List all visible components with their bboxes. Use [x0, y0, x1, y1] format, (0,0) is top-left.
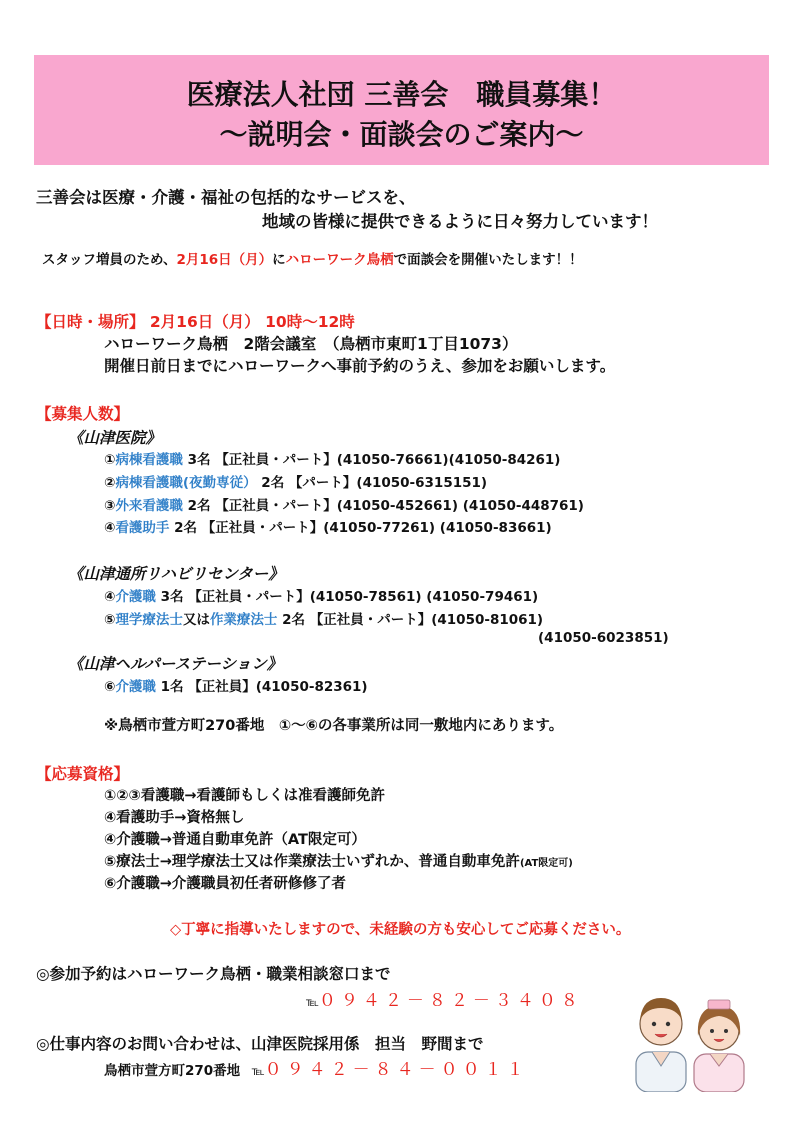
facility-name-rehab-center: 《山津通所リハビリセンター》: [68, 565, 284, 583]
recruit-item: [104, 585, 538, 605]
title-line1: 医療法人社団 三善会 職員募集！: [186, 78, 617, 111]
job-title: 看護助手: [115, 520, 170, 536]
recruit-item: [104, 675, 368, 695]
job-title: 病棟看護職(夜勤専従）: [115, 475, 257, 491]
intro-text: スタッフ増員のため、: [42, 252, 177, 268]
tel-icon: ℡: [306, 995, 319, 1009]
qualify-heading: 【応募資格】: [36, 765, 130, 783]
job-title: 病棟看護職: [115, 452, 183, 468]
facility-name-helper-station: 《山津ヘルパーステーション》: [68, 655, 283, 673]
item-number: ④: [104, 520, 116, 536]
intro-text: で面談会を開催いたします！！: [393, 252, 583, 268]
job-detail: 3名 【正社員・パート】(41050-76661)(41050-84261): [182, 452, 561, 468]
qualify-text: ⑤療法士→理学療法士又は作業療法士いずれか、普通自動車免許: [104, 854, 520, 870]
item-number: ③: [104, 498, 116, 514]
job-detail: 3名 【正社員・パート】(41050-78561) (41050-79461): [155, 589, 539, 605]
male-nurse-icon: [636, 998, 686, 1092]
recruit-item: [104, 448, 560, 468]
job-detail: 1名 【正社員】(41050-82361): [155, 679, 368, 695]
intro-line2: 地域の皆様に提供できるように日々努力しています！: [262, 212, 658, 231]
tel-icon: ℡: [251, 1064, 265, 1078]
job-detail: 2名 【正社員・パート】(41050-81061): [277, 612, 544, 628]
nurses-illustration: [630, 986, 750, 1092]
job-title: 介護職: [115, 679, 156, 695]
address-note: ※鳥栖市萱方町270番地 ①～⑥の各事業所は同一敷地内にあります。: [104, 718, 564, 734]
recruit-item: [104, 608, 543, 628]
job-title: 外来看護職: [115, 498, 183, 514]
recruit-item: [104, 471, 487, 491]
event-venue: ハローワーク鳥栖: [285, 252, 394, 268]
item-number: ④: [104, 589, 116, 605]
job-connector: 又は: [182, 612, 210, 628]
title-line2: ～説明会・面談会のご案内～: [219, 118, 584, 151]
datetime-place: ハローワーク鳥栖 2階会議室 （鳥栖市東町1丁目1073）: [104, 335, 518, 353]
event-date: 2月16日（月）: [176, 252, 273, 268]
welcome-message: ◇丁寧に指導いたしますので、未経験の方も安心してご応募ください。: [170, 922, 631, 938]
datetime-heading: 【日時・場所】 2月16日（月） 10時～12時: [36, 313, 355, 331]
qualify-item: [104, 850, 573, 871]
job-detail: 2名 【正社員・パート】(41050-452661) (41050-448761): [182, 498, 584, 514]
facility-name-yamatsu-clinic: 《山津医院》: [68, 429, 162, 447]
job-title: 作業療法士: [209, 612, 278, 628]
reserve-phone-number: ０９４２－８２－３４０８: [318, 991, 583, 1011]
clinic-address: 鳥栖市萱方町270番地: [104, 1063, 241, 1079]
title-banner: [34, 55, 769, 165]
intro-line3: [42, 248, 583, 268]
inquiry-contact: ◎仕事内容のお問い合わせは、山津医院採用係 担当 野間まで: [36, 1035, 484, 1053]
recruit-heading: 【募集人数】: [36, 405, 130, 423]
qualify-item: ①②③看護職→看護師もしくは准看護師免許: [104, 788, 385, 804]
datetime-note: 開催日前日までにハローワークへ事前予約のうえ、参加をお願いします。: [104, 357, 616, 375]
reserve-contact: ◎参加予約はハローワーク鳥栖・職業相談窓口まで: [36, 965, 391, 983]
job-detail: 2名 【パート】(41050-6315151): [256, 475, 488, 491]
inquiry-phone-number: ０９４２－８４－００１１: [264, 1060, 529, 1080]
job-number-extra: (41050-6023851): [538, 630, 669, 646]
female-nurse-icon: [694, 1000, 744, 1092]
recruit-item: [104, 494, 584, 514]
qualify-item: ⑥介護職→介護職員初任者研修修了者: [104, 876, 346, 892]
job-detail: 2名 【正社員・パート】(41050-77261) (41050-83661): [169, 520, 552, 536]
intro-line1: 三善会は医療・介護・福祉の包括的なサービスを、: [36, 188, 416, 207]
reserve-phone: [306, 986, 583, 1011]
qualify-item: ④介護職→普通自動車免許（AT限定可）: [104, 832, 366, 848]
recruit-item: [104, 516, 552, 536]
item-number: ⑥: [104, 679, 116, 695]
inquiry-address-phone: [104, 1055, 529, 1080]
qualify-note-small: (AT限定可): [519, 858, 573, 869]
item-number: ①: [104, 452, 116, 468]
item-number: ⑤: [104, 612, 116, 628]
qualify-item: ④看護助手→資格無し: [104, 810, 245, 826]
job-title: 理学療法士: [115, 612, 183, 628]
item-number: ②: [104, 475, 116, 491]
job-title: 介護職: [115, 589, 156, 605]
intro-text: に: [272, 252, 286, 268]
